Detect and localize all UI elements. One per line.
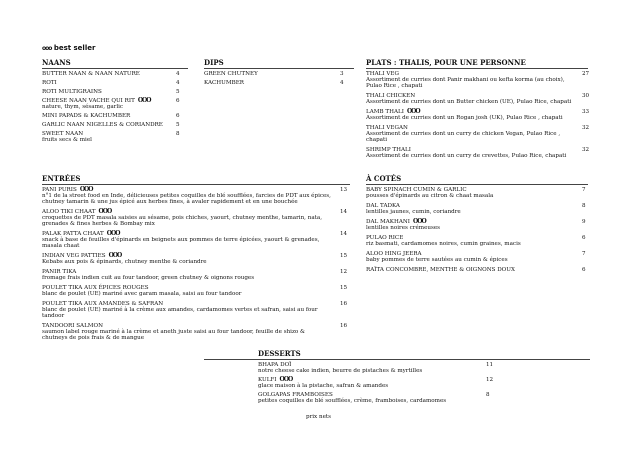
entrees-item-description: fromage frais indien cuit au four tandoor, green chutney & oignons rouges (42, 275, 255, 281)
thalis-rule (366, 68, 588, 69)
thalis-menu-item (366, 125, 590, 143)
naans-title: NAANS (42, 58, 71, 67)
legend-label: best seller (53, 44, 96, 52)
cotes-menu-item (366, 251, 586, 263)
item-name-text: PANIR TIKA (42, 269, 77, 275)
entrees-item-description: Kebabs aux pois & épinards, chutney menthe & coriandre (42, 259, 207, 265)
entrees-item-description: blanc de poulet (UE) mariné à la crème aux amandes, cardamomes vertes et safran, saisi au four tandoor (42, 307, 318, 319)
cotes-item-price: 7 (582, 251, 586, 257)
thalis-item-description: Assortiment de curries dont un curry de crevettes, Pulao Rice, chapati (366, 153, 567, 159)
item-name-text: ROTI MULTIGRAINS (42, 89, 102, 95)
thalis-item-price: 33 (582, 109, 590, 115)
item-name-text: BHAPA DOÏ (258, 362, 292, 368)
item-name-text: DAL MAKHANI (366, 219, 410, 225)
cotes-menu-item (366, 218, 586, 231)
naans-menu-item (42, 80, 180, 86)
thalis-title: PLATS : THALIS, POUR UNE PERSONNE (366, 58, 526, 67)
entrees-item-price: 13 (340, 187, 348, 193)
naans-menu-item (42, 122, 180, 128)
dips-section (204, 58, 356, 86)
item-name-text: ROTI (42, 80, 57, 86)
best-seller-icon: OOO (108, 252, 122, 259)
entrees-item-description: croquettes de PDT masala saisies au sésame, pois chiches, yaourt, chutney menthe, tamarin, nata, grenades & fines herbes & Bombay mix (42, 215, 323, 227)
desserts-menu-item (258, 376, 494, 389)
item-name-text: GOLGAPAS FRAMBOISES (258, 392, 333, 398)
cotes-item-description: lentilles noires crémeuses (366, 225, 441, 231)
dips-item-price: 3 (340, 71, 344, 77)
cotes-item-description: pousses d'épinards au citron & chaat masala (366, 193, 494, 199)
item-name-text: ALOO HING JEERA (366, 251, 422, 257)
thalis-item-price: 27 (582, 71, 590, 77)
cotes-title: À COTÉS (366, 174, 402, 183)
naans-item-price: 5 (176, 89, 180, 95)
dips-menu-item (204, 80, 344, 86)
entrees-item-price: 16 (340, 323, 348, 329)
entrees-item-price: 15 (340, 253, 348, 259)
item-name-text: THALI CHICKEN (366, 93, 416, 99)
thalis-menu-item (366, 147, 590, 159)
dips-item-name (204, 71, 334, 77)
best-seller-icon: OOO (413, 218, 426, 225)
desserts-section (204, 349, 592, 404)
best-seller-icon: OOO (137, 97, 151, 104)
entrees-item-price: 12 (340, 269, 348, 275)
naans-menu-item (42, 97, 180, 110)
thalis-menu-item (366, 93, 590, 105)
best-seller-icon: OOO (79, 186, 93, 193)
item-name-text: SHRIMP THALI (366, 147, 411, 153)
cotes-item-price: 6 (582, 267, 586, 273)
cotes-item-price: 9 (582, 219, 586, 225)
naans-section (42, 58, 192, 143)
item-name-text: TANDOORI SALMON (42, 323, 104, 329)
thalis-menu-item (366, 108, 590, 121)
entrees-rule (42, 184, 350, 185)
item-name-text: KULFI (258, 377, 277, 383)
item-name-text: BABY SPINACH CUMIN & GARLIC (366, 187, 467, 193)
desserts-item-price: 8 (486, 392, 490, 398)
entrees-item-price: 16 (340, 301, 348, 307)
entrees-menu-item (42, 252, 348, 265)
thalis-item-description: Assortiment de curries dont Panir makhani ou kefta korma (au choix), Pulao Rice , chapati (366, 77, 565, 89)
desserts-item-description: notre cheese cake indien, beurre de pistaches & myrtilles (258, 368, 423, 374)
entrees-item-description: blanc de poulet (UE) mariné avec garam masala, saisi au four tandoor (42, 291, 242, 297)
naans-menu-item (42, 89, 180, 95)
footer-prices-note: prix nets (306, 414, 332, 420)
entrees-menu-item (42, 208, 348, 227)
naans-item-price: 4 (176, 71, 180, 77)
best-seller-icon: OOO (98, 208, 112, 215)
entrees-menu-item (42, 285, 348, 297)
entrees-title: ENTRÉES (42, 174, 81, 183)
best-seller-icon: OOO (106, 230, 120, 237)
item-name-text: GREEN CHUTNEY (204, 71, 258, 77)
item-name-text: PALAK PATTA CHAAT (42, 231, 104, 237)
dips-item-price: 4 (340, 80, 344, 86)
naans-item-description: fruits secs & miel (42, 137, 92, 143)
desserts-item-price: 12 (486, 377, 494, 383)
cotes-rule (366, 184, 588, 185)
naans-menu-item (42, 131, 180, 143)
dips-rule (204, 68, 354, 69)
entrees-menu-item (42, 186, 348, 205)
best-seller-icon: ooo (42, 45, 52, 52)
item-name-text: PULAO RICE (366, 235, 404, 241)
entrees-item-price: 15 (340, 285, 348, 291)
thalis-menu-item (366, 71, 590, 89)
cotes-menu-item (366, 187, 586, 199)
dips-item-name (204, 80, 334, 86)
entrees-item-price: 14 (340, 231, 348, 237)
best-seller-legend (42, 44, 95, 52)
cotes-item-description: baby pommes de terre sautées au cumin & épices (366, 257, 508, 263)
entrees-section (42, 174, 352, 341)
item-name-text: LAMB THALI (366, 109, 404, 115)
thalis-item-price: 32 (582, 147, 590, 153)
best-seller-icon: OOO (406, 108, 420, 115)
cotes-item-price: 8 (582, 203, 586, 209)
desserts-menu-item (258, 392, 490, 404)
desserts-item-description: glace maison à la pistache, safran & amandes (258, 383, 389, 389)
cotes-item-price: 7 (582, 187, 586, 193)
naans-item-price: 4 (176, 80, 180, 86)
entrees-item-price: 14 (340, 209, 348, 215)
desserts-rule (204, 359, 590, 360)
item-name-text: INDIAN VEG PATTIES (42, 253, 106, 259)
item-name-text: DAL TADKA (366, 203, 400, 209)
naans-menu-item (42, 113, 180, 119)
item-name-text: CHEESE NAAN VACHE QUI RIT (42, 98, 135, 104)
desserts-menu-item (258, 362, 494, 374)
naans-item-price: 6 (176, 113, 180, 119)
naans-item-price: 8 (176, 131, 180, 137)
naans-item-name (42, 71, 172, 77)
thalis-item-description: Assortiment de curries dont un Rogan josh (UK), Pulao Rice , chapati (366, 115, 563, 121)
item-name-text: BUTTER NAAN & NAAN NATURE (42, 71, 140, 77)
item-name-text: POULET TIKA AUX ÉPICES ROUGES (42, 285, 149, 291)
thalis-item-price: 32 (582, 125, 590, 131)
entrees-menu-item (42, 269, 348, 281)
naans-item-name (42, 113, 172, 119)
desserts-item-price: 11 (486, 362, 494, 368)
naans-item-price: 6 (176, 98, 180, 104)
thalis-item-price: 30 (582, 93, 590, 99)
naans-item-name (42, 122, 172, 128)
cotes-item-description: lentilles jaunes, cumin, coriandre (366, 209, 461, 215)
dips-menu-item (204, 71, 344, 77)
desserts-title: DESSERTS (258, 349, 301, 358)
cotes-menu-item (366, 267, 586, 273)
thalis-section (366, 58, 590, 159)
cotes-menu-item (366, 203, 586, 215)
entrees-menu-item (42, 323, 348, 341)
naans-rule (42, 68, 188, 69)
naans-item-price: 5 (176, 122, 180, 128)
desserts-item-description: petites coquilles de blé soufflées, crème, framboises, cardamomes (258, 398, 447, 404)
item-name-text: ALOO TIKI CHAAT (42, 209, 96, 215)
cotes-item-name (366, 267, 566, 273)
entrees-item-description: saumon label rouge mariné à la crème et aneth juste saisi au four tandoor, feuille de shizo & chutneys de pois frais & de mangue (42, 329, 306, 341)
thalis-item-description: Assortiment de curries dont un Butter chicken (UE), Pulao Rice, chapati (366, 99, 572, 105)
naans-item-name (42, 80, 172, 86)
item-name-text: PANI PURIS (42, 187, 77, 193)
item-name-text: MINI PAPADS & KACHUMBER (42, 113, 131, 119)
cotes-item-price: 6 (582, 235, 586, 241)
item-name-text: SWEET NAAN (42, 131, 84, 137)
naans-item-description: nature, thym, sésame, garlic (42, 104, 124, 110)
naans-menu-item (42, 71, 180, 77)
cotes-item-description: riz basmati, cardamomes noires, cumin graines, macis (366, 241, 521, 247)
cotes-menu-item (366, 235, 586, 247)
entrees-item-description: n°1 de la street food en Inde, délicieuses petites coquilles de blé soufflées, farcies de PDT aux épices, chutney tamarin & une jus épicé aux herbes fines, à avaler rapidement et en une bouchée (42, 193, 331, 205)
dips-title: DIPS (204, 58, 224, 67)
entrees-menu-item (42, 230, 348, 249)
entrees-item-description: snack à base de feuilles d'épinards en beignets aux pommes de terre épicées, yaourt & grenades, masala chaat (42, 237, 320, 249)
item-name-text: KACHUMBER (204, 80, 244, 86)
item-name-text: RAÏTA CONCOMBRE, MENTHE & OIGNONS DOUX (366, 267, 515, 273)
item-name-text: THALI VEGAN (366, 125, 408, 131)
best-seller-icon: OOO (279, 376, 293, 383)
entrees-menu-item (42, 301, 348, 319)
thalis-item-description: Assortiment de curries dont un curry de chicken Vegan, Pulao Rice , chapati (366, 131, 561, 143)
naans-item-name (42, 89, 172, 95)
item-name-text: POULET TIKA AUX AMANDES & SAFRAN (42, 301, 164, 307)
cotes-section (366, 174, 590, 273)
item-name-text: GARLIC NAAN NIGELLES & CORIANDRE (42, 122, 163, 128)
item-name-text: THALI VEG (366, 71, 399, 77)
